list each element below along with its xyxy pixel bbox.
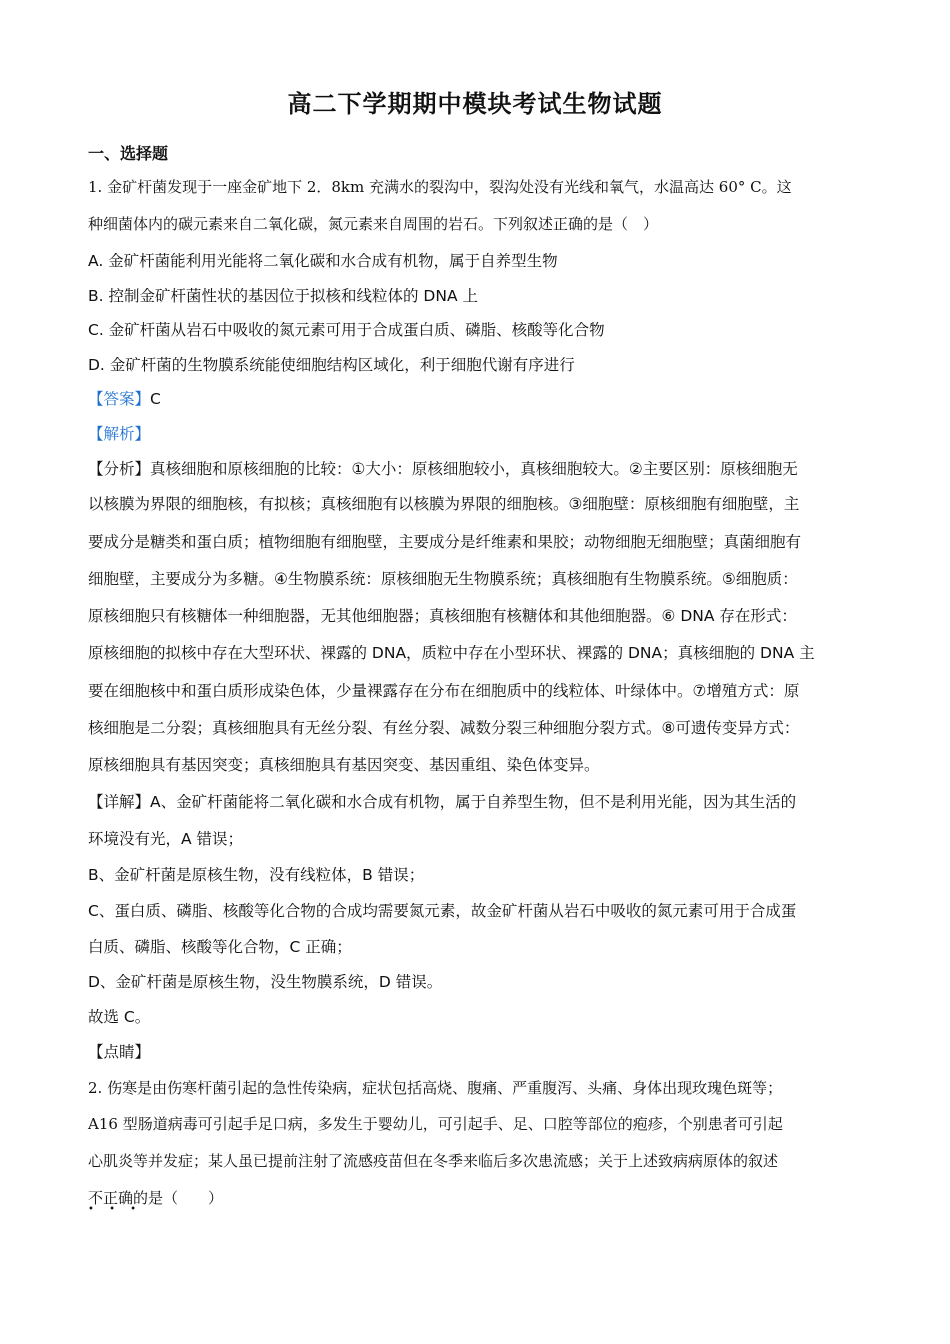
q2-stem-line-1: 2. 伤寒是由伤寒杆菌引起的急性传染病，症状包括高烧、腹痛、严重腹泻、头痛、身体出现玫瑰色斑等； <box>88 1079 783 1097</box>
detail-line: 【详解】A、金矿杆菌能将二氧化碳和水合成有机物，属于自养型生物，但不是利用光能，因为其生活的 <box>88 793 797 811</box>
q1-option-c: C. 金矿杆菌从岩石中吸收的氮元素可用于合成蛋白质、磷脂、核酸等化合物 <box>88 321 605 339</box>
q2-stem-line-3: 心肌炎等并发症；某人虽已提前注射了流感疫苗但在冬季来临后多次患流感；关于上述致病病原体的叙述 <box>88 1152 779 1170</box>
analysis-line: 以核膜为界限的细胞核，有拟核；真核细胞有以核膜为界限的细胞核。③细胞壁：原核细胞有细胞壁，主 <box>88 495 800 513</box>
analysis-line: 要在细胞核中和蛋白质形成染色体，少量裸露存在分布在细胞质中的线粒体、叶绿体中。⑦增殖方式：原 <box>88 682 800 700</box>
analysis-line: 原核细胞的拟核中存在大型环状、裸露的 DNA，质粒中存在小型环状、裸露的 DNA；真核细胞的 DNA 主 <box>88 644 815 662</box>
q1-analysis-label: 【解析】 <box>88 425 151 443</box>
analysis-line: 【分析】真核细胞和原核细胞的比较：①大小：原核细胞较小，真核细胞较大。②主要区别：原核细胞无 <box>88 460 798 478</box>
analysis-line: 原核细胞只有核糖体一种细胞器，无其他细胞器；真核细胞有核糖体和其他细胞器。⑥ DNA 存在形式： <box>88 607 797 625</box>
q1-option-b: B. 控制金矿杆菌性状的基因位于拟核和线粒体的 DNA 上 <box>88 287 478 305</box>
analysis-line: 细胞壁，主要成分为多糖。④生物膜系统：原核细胞无生物膜系统；真核细胞有生物膜系统。⑤细胞质： <box>88 570 798 588</box>
q2-stem-line-4: 不正确的是（ ） <box>88 1189 224 1207</box>
q2-stem-line-2: A16 型肠道病毒可引起手足口病，多发生于婴幼儿，可引起手、足、口腔等部位的疱疹，个别患者可引起 <box>88 1115 783 1133</box>
answer-value: C <box>150 390 161 408</box>
analysis-line: 要成分是糖类和蛋白质；植物细胞有细胞壁，主要成分是纤维素和果胶；动物细胞无细胞壁；真菌细胞有 <box>88 533 802 551</box>
detail-line: C、蛋白质、磷脂、核酸等化合物的合成均需要氮元素，故金矿杆菌从岩石中吸收的氮元素可用于合成蛋 <box>88 902 797 920</box>
section-heading: 一、选择题 <box>88 144 169 163</box>
q1-answer <box>88 387 161 409</box>
emphasis-dots: • • • <box>88 1204 143 1215</box>
answer-label: 【答案】 <box>88 390 151 408</box>
q1-stem-line-2: 种细菌体内的碳元素来自二氧化碳，氮元素来自周围的岩石。下列叙述正确的是（ ） <box>88 215 659 233</box>
q1-option-a: A. 金矿杆菌能利用光能将二氧化碳和水合成有机物，属于自养型生物 <box>88 252 558 270</box>
q1-option-d: D. 金矿杆菌的生物膜系统能使细胞结构区域化，利于细胞代谢有序进行 <box>88 356 575 374</box>
detail-line: 白质、磷脂、核酸等化合物，C 正确； <box>88 938 352 956</box>
comment-label: 【点睛】 <box>88 1043 151 1061</box>
analysis-line: 核细胞是二分裂；真核细胞具有无丝分裂、有丝分裂、减数分裂三种细胞分裂方式。⑧可遗传变异方式： <box>88 719 800 737</box>
page-title: 高二下学期期中模块考试生物试题 <box>287 90 663 118</box>
detail-line: D、金矿杆菌是原核生物，没生物膜系统，D 错误。 <box>88 973 443 991</box>
q1-stem-line-1: 1. 金矿杆菌发现于一座金矿地下 2．8km 充满水的裂沟中，裂沟处没有光线和氧气，水温高达 60° C。这 <box>88 178 792 196</box>
detail-line: 故选 C。 <box>88 1008 151 1026</box>
analysis-line: 原核细胞具有基因突变；真核细胞具有基因突变、基因重组、染色体变异。 <box>88 756 600 774</box>
detail-line: 环境没有光，A 错误； <box>88 830 244 848</box>
detail-line: B、金矿杆菌是原核生物，没有线粒体，B 错误； <box>88 866 425 884</box>
